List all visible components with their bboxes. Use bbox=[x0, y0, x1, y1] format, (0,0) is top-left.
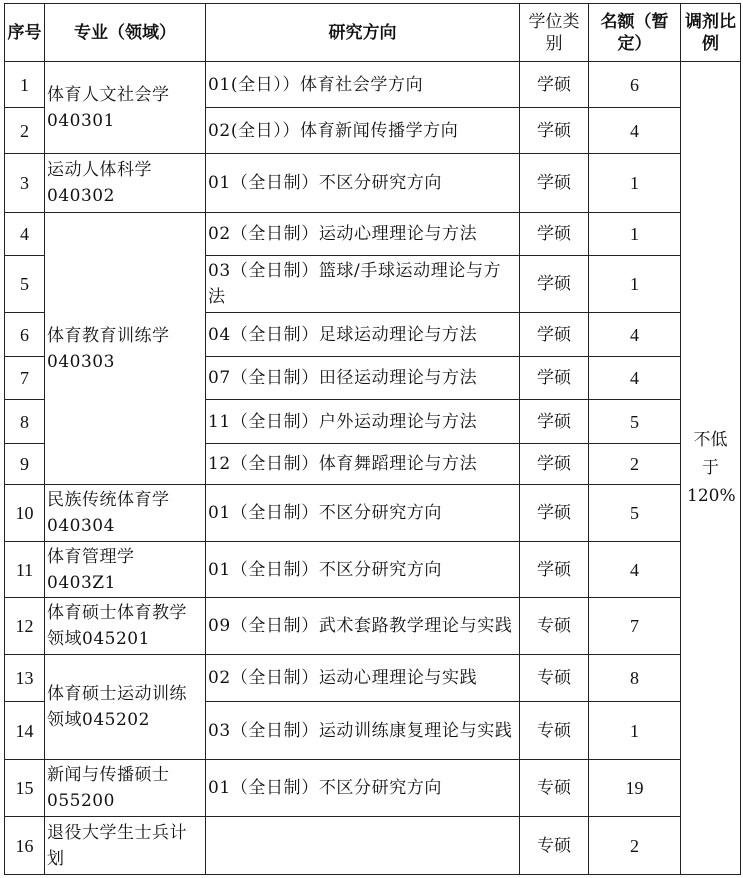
row-degree: 专硕 bbox=[520, 655, 589, 702]
row-quota: 2 bbox=[589, 444, 681, 485]
row-seq: 14 bbox=[5, 702, 45, 760]
row-seq: 12 bbox=[5, 598, 45, 655]
row-quota: 8 bbox=[589, 655, 681, 702]
row-direction: 03（全日制）篮球/手球运动理论与方法 bbox=[206, 256, 520, 313]
row-direction: 09（全日制）武术套路教学理论与实践 bbox=[206, 598, 520, 655]
row-major: 新闻与传播硕士055200 bbox=[45, 760, 206, 817]
row-major: 体育人文社会学040301 bbox=[45, 62, 206, 154]
row-seq: 10 bbox=[5, 485, 45, 542]
row-degree: 学硕 bbox=[520, 357, 589, 400]
row-major: 体育硕士运动训练领域045202 bbox=[45, 655, 206, 760]
row-direction: 03（全日制）运动训练康复理论与实践 bbox=[206, 702, 520, 760]
row-quota: 7 bbox=[589, 598, 681, 655]
row-direction: 01（全日制）不区分研究方向 bbox=[206, 760, 520, 817]
table-row bbox=[5, 760, 741, 817]
row-seq: 15 bbox=[5, 760, 45, 817]
table-row bbox=[5, 655, 741, 702]
row-degree: 学硕 bbox=[520, 108, 589, 154]
row-quota: 6 bbox=[589, 62, 681, 108]
row-degree: 学硕 bbox=[520, 400, 589, 444]
row-degree: 专硕 bbox=[520, 598, 589, 655]
row-major: 运动人体科学040302 bbox=[45, 154, 206, 213]
table-row bbox=[5, 598, 741, 655]
row-major: 体育硕士体育教学领域045201 bbox=[45, 598, 206, 655]
row-direction: 11（全日制）户外运动理论与方法 bbox=[206, 400, 520, 444]
row-seq: 5 bbox=[5, 256, 45, 313]
row-degree: 学硕 bbox=[520, 485, 589, 542]
row-direction: 01（全日制）不区分研究方向 bbox=[206, 542, 520, 598]
row-degree: 学硕 bbox=[520, 256, 589, 313]
row-direction: 01（全日制）不区分研究方向 bbox=[206, 154, 520, 213]
row-degree: 学硕 bbox=[520, 313, 589, 357]
header-degree: 学位类别 bbox=[520, 4, 589, 62]
row-major: 体育管理学0403Z1 bbox=[45, 542, 206, 598]
ratio-cell: 不低于120% bbox=[681, 62, 741, 875]
row-seq: 9 bbox=[5, 444, 45, 485]
row-seq: 11 bbox=[5, 542, 45, 598]
row-seq: 1 bbox=[5, 62, 45, 108]
row-quota: 5 bbox=[589, 485, 681, 542]
table-row bbox=[5, 62, 741, 108]
row-direction: 04（全日制）足球运动理论与方法 bbox=[206, 313, 520, 357]
row-direction: 02（全日制）运动心理理论与实践 bbox=[206, 655, 520, 702]
row-quota: 1 bbox=[589, 213, 681, 256]
header-row bbox=[5, 4, 741, 62]
row-seq: 6 bbox=[5, 313, 45, 357]
row-degree: 专硕 bbox=[520, 702, 589, 760]
row-quota: 4 bbox=[589, 313, 681, 357]
row-direction: 02（全日制）运动心理理论与方法 bbox=[206, 213, 520, 256]
row-major: 民族传统体育学040304 bbox=[45, 485, 206, 542]
row-seq: 7 bbox=[5, 357, 45, 400]
row-seq: 3 bbox=[5, 154, 45, 213]
row-degree: 学硕 bbox=[520, 154, 589, 213]
row-quota: 1 bbox=[589, 256, 681, 313]
table-row bbox=[5, 817, 741, 875]
row-degree: 专硕 bbox=[520, 817, 589, 875]
enrollment-table bbox=[4, 3, 741, 875]
row-quota: 19 bbox=[589, 760, 681, 817]
row-degree: 学硕 bbox=[520, 62, 589, 108]
row-direction: 07（全日制）田径运动理论与方法 bbox=[206, 357, 520, 400]
header-seq: 序号 bbox=[5, 4, 45, 62]
row-degree: 学硕 bbox=[520, 213, 589, 256]
row-major: 体育教育训练学040303 bbox=[45, 213, 206, 485]
row-seq: 4 bbox=[5, 213, 45, 256]
table-row bbox=[5, 154, 741, 213]
row-direction: 02(全日））体育新闻传播学方向 bbox=[206, 108, 520, 154]
row-direction: 12（全日制）体育舞蹈理论与方法 bbox=[206, 444, 520, 485]
header-major: 专业（领域） bbox=[45, 4, 206, 62]
header-direction: 研究方向 bbox=[206, 4, 520, 62]
row-quota: 2 bbox=[589, 817, 681, 875]
row-degree: 学硕 bbox=[520, 542, 589, 598]
row-major: 退役大学生士兵计划 bbox=[45, 817, 206, 875]
row-quota: 4 bbox=[589, 357, 681, 400]
row-seq: 16 bbox=[5, 817, 45, 875]
table-row bbox=[5, 542, 741, 598]
row-seq: 8 bbox=[5, 400, 45, 444]
header-ratio: 调剂比例 bbox=[681, 4, 741, 62]
row-direction: 01（全日制）不区分研究方向 bbox=[206, 485, 520, 542]
row-quota: 5 bbox=[589, 400, 681, 444]
header-quota: 名额（暂定） bbox=[589, 4, 681, 62]
row-seq: 2 bbox=[5, 108, 45, 154]
table-row bbox=[5, 213, 741, 256]
row-degree: 专硕 bbox=[520, 760, 589, 817]
row-quota: 4 bbox=[589, 108, 681, 154]
row-direction bbox=[206, 817, 520, 875]
row-quota: 4 bbox=[589, 542, 681, 598]
row-direction: 01(全日））体育社会学方向 bbox=[206, 62, 520, 108]
row-quota: 1 bbox=[589, 154, 681, 213]
table-row bbox=[5, 485, 741, 542]
row-quota: 1 bbox=[589, 702, 681, 760]
row-degree: 学硕 bbox=[520, 444, 589, 485]
row-seq: 13 bbox=[5, 655, 45, 702]
